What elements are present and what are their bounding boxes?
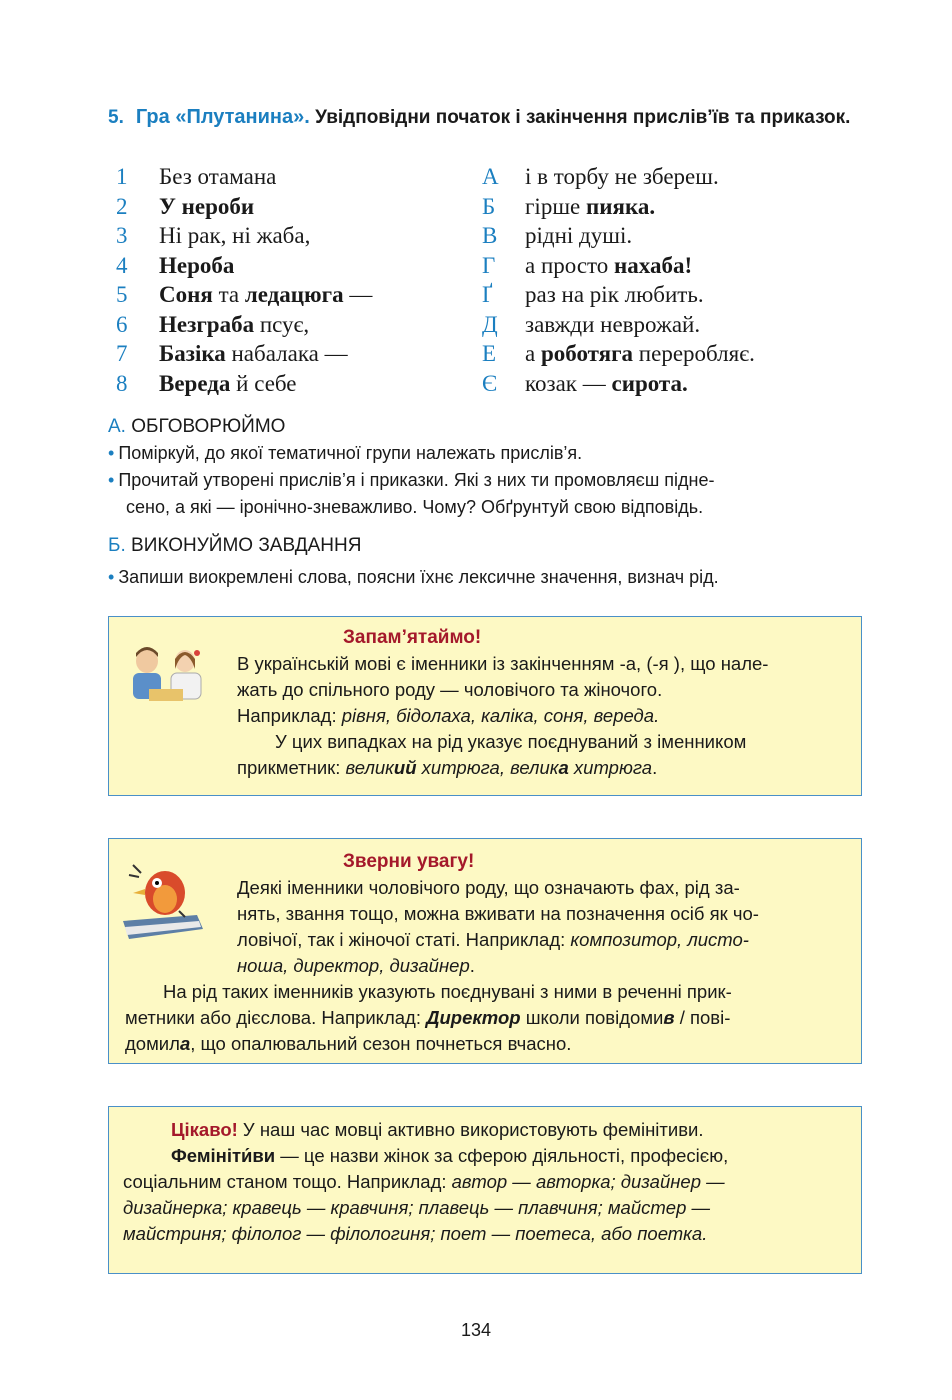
remember-title: Запам’ятаймо! [343,627,482,648]
proverb-row [112,223,872,253]
section-a-bullet-2-cont [126,494,886,521]
interesting-line: Цікаво! У наш час мовці активно використовують фемінітиви. [171,1119,704,1140]
proverb-ending: козак — сирота. [525,370,688,396]
row-number: 1 [116,164,128,189]
bullet-dot: • [108,567,115,587]
row-letter: Е [482,341,497,366]
row-letter: Б [482,193,496,219]
section-a-bullet-2 [108,467,888,494]
page-number: 134 [460,1320,492,1340]
interesting-text [123,1117,853,1247]
row-number: 5 [116,282,128,307]
interesting-line: соціальним станом тощо. Наприклад: автор — авторка; дизайнер — [123,1171,725,1192]
section-b-bullet [108,564,888,591]
interesting-box [108,1106,862,1274]
section-a-title: ОБГОВОРЮЙМО [131,416,286,437]
remember-adjective-example: прикметник: великий хитрюга, велика хитрюга. [237,757,658,778]
section-a-heading [108,414,285,440]
attention-line: ноша, директор, дизайнер. [237,955,475,976]
bullet-text: Поміркуй, до якої тематичної групи належать прислів’я. [118,443,583,463]
proverb-beginning: Нероба [159,252,235,278]
row-number: 3 [116,223,128,248]
section-b-letter: Б. [108,535,126,556]
section-a-letter: А. [108,416,126,437]
proverb-beginning: Без отамана [159,164,277,189]
section-a-bullet-1 [108,440,888,467]
task-number: 5. [108,107,124,128]
proverb-ending: рідні душі. [525,223,633,248]
attention-text-bottom [125,979,855,1057]
proverb-beginning: Незграба псує, [159,311,310,337]
section-b-heading [108,533,361,559]
remember-line: В українській мові є іменники із закінченням -а, (-я ), що нале- [237,653,769,674]
students-illustration-icon [119,639,211,709]
attention-line: домила, що опалювальний сезон почнеться вчасно. [125,1033,572,1054]
bullet-dot: • [108,470,115,490]
proverb-ending: гірше пияка. [525,193,656,219]
proverb-row [112,194,872,224]
row-letter: Д [482,311,498,337]
proverb-row [112,371,872,401]
row-letter: Є [482,370,498,396]
bullet-dot: • [108,443,115,463]
proverb-ending: а просто нахаба! [525,252,693,278]
proverb-matching-list [112,164,872,400]
proverb-beginning: Соня та ледацюга — [159,282,373,307]
row-letter: Г [482,252,496,278]
proverb-beginning: Вереда й себе [159,370,297,396]
remember-line: жать до спільного роду — чоловічого та жіночого. [237,679,663,700]
row-letter: В [482,223,498,248]
bullet-text: Прочитай утворені прислів’я і приказки. Які з них ти промовляєш підне- [118,470,715,490]
row-letter: А [482,164,499,189]
bird-on-book-illustration-icon [119,855,207,947]
row-number: 8 [116,370,128,396]
section-b-title: ВИКОНУЙМО ЗАВДАННЯ [131,535,362,556]
attention-title: Зверни увагу! [343,851,475,872]
remember-example: Наприклад: рівня, бідолаха, каліка, соня, вереда. [237,705,660,726]
interesting-line: дизайнерка; кравець — кравчиня; плавець — плавчиня; майстер — [123,1197,711,1218]
row-number: 6 [116,311,128,337]
bullet-text: Запиши виокремлені слова, поясни їхнє лексичне значення, визнач рід. [118,567,719,587]
attention-line: нять, звання тощо, можна вживати на позначення осіб як чо- [237,903,759,924]
proverb-ending: а роботяга переробляє. [525,341,755,366]
remember-box [108,616,862,796]
proverb-row [112,282,872,312]
attention-line: На рід таких іменників указують поєднувані з ними в реченні прик- [163,981,732,1002]
interesting-line: майстриня; філолог — філологиня; поет — поетеса, або поетка. [123,1223,708,1244]
proverb-row [112,312,872,342]
game-title: Гра «Плутанина». [135,106,310,128]
attention-line: ловічої, так і жіночої статі. Наприклад: композитор, листо- [237,929,749,950]
proverb-ending: завжди неврожай. [525,311,701,337]
attention-line: метники або дієслова. Наприклад: Директор школи повідомив / пові- [125,1007,731,1028]
row-letter: Ґ [482,282,493,307]
remember-text [237,651,857,781]
proverb-ending: і в торбу не збереш. [525,164,719,189]
row-number: 7 [116,341,128,366]
attention-line: Деякі іменники чоловічого роду, що означають фах, рід за- [237,877,740,898]
proverb-row [112,164,872,194]
proverb-row [112,341,872,371]
proverb-beginning: Базіка набалака — [159,341,348,366]
attention-box [108,838,862,1064]
remember-line: У цих випадках на рід указує поєднуваний з іменником [275,731,747,752]
bullet-text: сено, а які — іронічно-зневажливо. Чому? Обґрунтуй свою відповідь. [126,497,704,517]
proverb-beginning: У нероби [159,193,255,219]
proverb-ending: раз на рік любить. [525,282,704,307]
task-instruction: Увідповідни початок і закінчення прислів’їв та приказок. [315,107,851,128]
row-number: 4 [116,252,128,278]
interesting-line: Фемініти́ви — це назви жінок за сферою діяльності, професією, [171,1145,729,1166]
row-number: 2 [116,193,128,219]
attention-text-top [237,875,857,979]
proverb-beginning: Ні рак, ні жаба, [159,223,311,248]
proverb-row [112,253,872,283]
task-heading [108,104,898,131]
